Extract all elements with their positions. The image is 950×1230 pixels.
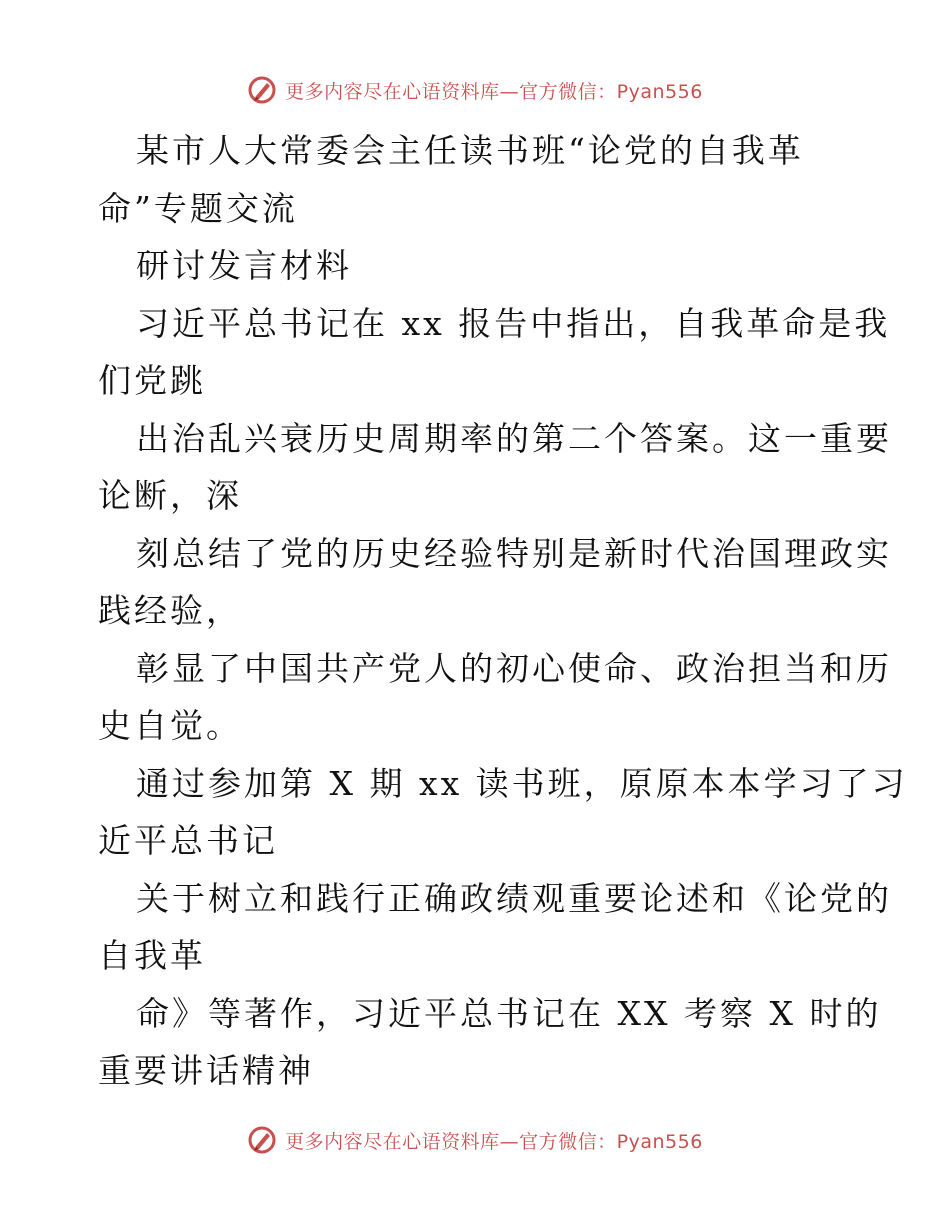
text-line: 某市人大常委会主任读书班“论党的自我革 <box>136 131 804 170</box>
text-line: 史自觉。 <box>98 706 242 745</box>
watermark-text: 更多内容尽在心语资料库—官方微信：Pyan556 <box>285 80 703 103</box>
text-line: 彰显了中国共产党人的初心使命、政治担当和历 <box>136 648 892 688</box>
text-line: 刻总结了党的历史经验特别是新时代治国理政实 <box>136 533 892 573</box>
text-line: 重要讲话精神 <box>98 1051 314 1090</box>
watermark-banner-bottom <box>0 1120 950 1160</box>
document-body <box>98 122 908 1100</box>
text-line: 关于树立和践行正确政绩观重要论述和《论党的 <box>136 878 892 918</box>
text-line: 践经验， <box>98 591 242 630</box>
watermark-banner-top <box>0 70 950 110</box>
text-line: 习近平总书记在 xx 报告中指出，自我革命是我 <box>136 303 891 343</box>
text-line: 近平总书记 <box>98 821 278 860</box>
text-line: 自我革 <box>98 936 206 975</box>
pen-in-circle-icon <box>247 1125 277 1155</box>
text-line: 研讨发言材料 <box>136 246 352 285</box>
text-line: 论断，深 <box>98 476 242 515</box>
pen-in-circle-icon <box>247 75 277 105</box>
text-line: 命”专题交流 <box>98 188 298 228</box>
text-line: 命》等著作，习近平总书记在 XX 考察 X 时的 <box>136 993 882 1033</box>
text-line: 出治乱兴衰历史周期率的第二个答案。这一重要 <box>136 418 892 458</box>
text-line: 通过参加第 X 期 xx 读书班，原原本本学习了习 <box>136 763 908 803</box>
watermark-text: 更多内容尽在心语资料库—官方微信：Pyan556 <box>285 1130 703 1153</box>
text-line: 们党跳 <box>98 361 206 400</box>
